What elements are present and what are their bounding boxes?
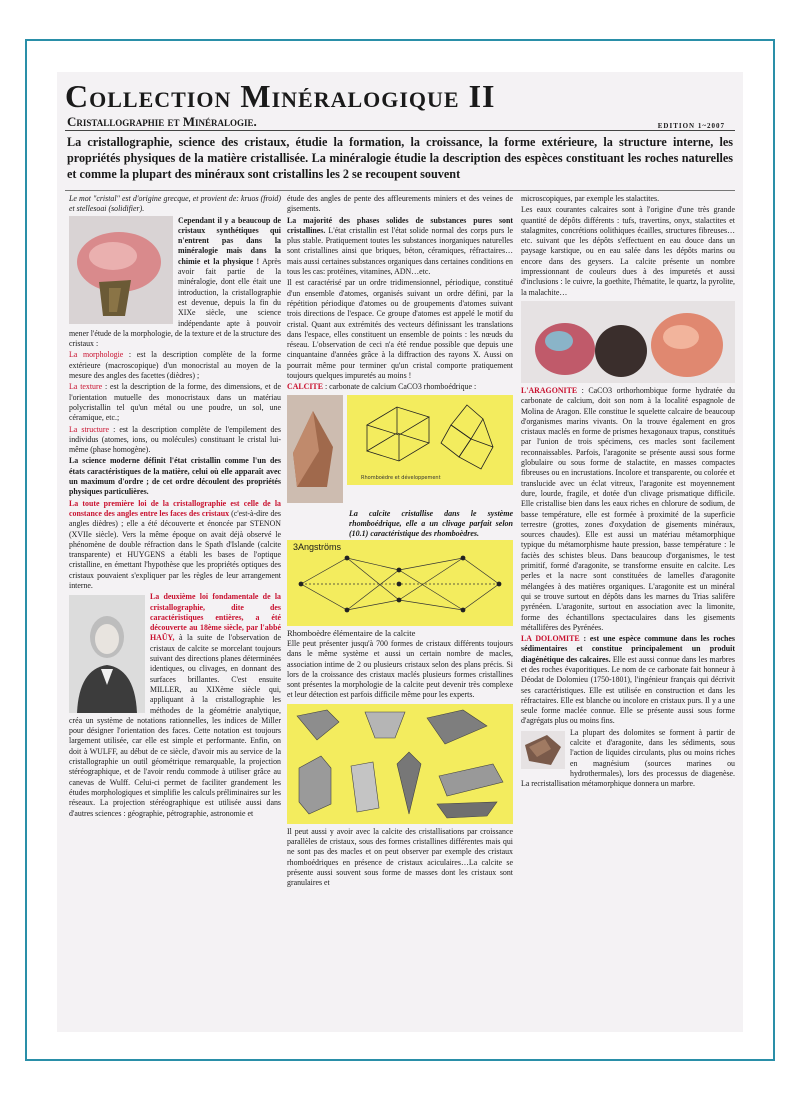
- document-page: [57, 72, 743, 1032]
- first-law-text: La toute première loi de la cristallographie est celle de la constance des angles entre les faces des cristaux: [69, 498, 281, 518]
- edition-label: EDITION 1~2007: [657, 122, 725, 130]
- diagram-note: Rhomboèdre et développement: [361, 474, 441, 481]
- calcite-figure: [287, 395, 513, 507]
- aragonite-label: L'ARAGONITE: [521, 385, 578, 395]
- page-title: Collection Minéralogique II: [65, 78, 496, 114]
- synthetic-note: Cependant il y a beaucoup de cristaux synthétiques qui n'entrent pas dans la minéralogie mais dans la chimie et la physique !: [178, 215, 281, 266]
- etymology-text: Le mot "cristal" est d'origine grecque, et provient de: kruos (froid) et stellesoai (solidifier).: [69, 194, 281, 214]
- lattice-diagram: [287, 540, 513, 626]
- second-law-text: La deuxième loi fondamentale de la cristallographie, dite des caractéristiques entières, a été découverte au 18ème siècle, par l'abbé HAÜY,: [150, 592, 281, 643]
- mineral-photo-pink: [69, 216, 173, 324]
- portrait-hauy: [69, 595, 145, 713]
- calcite-caption: La calcite cristallise dans le système rhomboédrique, elle a un clivage parfait selon (10.1) caractéristique des rhomboèdres.: [349, 508, 513, 538]
- dolomite-label: LA DOLOMITE: [521, 634, 580, 644]
- column-3: microscopiques, par exemple les stalactites. Les eaux courantes calcaires sont à l'origine d'une très grande quantité de dépôts différents : tufs, travertins, onyx, stalactites et stalagmites, concrétions oolithiques écailles, structures fibreuses…etc. suivant que les dépôts s'effectuent en eau douce dans un paysage karstique, ou en eau salée dans les dépôts marins ou encore dans des geysers. La calcite présente un nombre impressionnant de couleurs dues à des impuretés et aussi d'inclusions : le cuivre, la goethite, l'hématite, le quartz, la pyrolite, la malachite… L'ARAGONITE : CaCO3 orthorhombique forme hydratée du carbonate de calcium, doit son nom à la localité espagnole de Molina de Aragon. Elle constitue le squelette calcaire de beaucoup d'organismes marins vivants. On la trouve également en gros cristaux maclés en forme de prismes hexagonaux trapus, constitués par l'union de trois spécimens, ces macles sont facilement reconnaissables. Parfois, l'aragonite se présente aussi sous forme globulaire ou sous forme de stalactite, en masses compactes fibreuses ou en incrustations. Incolore et transparente, ou colorée et translucide avec un éclat vitreux, l'aragonite est moyennement dure, lourde, fragile, et dotée d'un clivage prismatique difficile. Elle cristallise bien dans les eaux riches en chlorure de sodium, de basse température, elle est formée à proximité de la superficie terrestre (grottes, zones d'oxydation de gisements minéraux, sources chaudes). Elle est aussi un matériau métamorphique typique du métamorphisme haute pression, basse température : le faciès des schistes bleus. Dans beaucoup d'organismes, le test primitif, formé d'aragonite, se transforme ensuite en calcite. Les perles et la nacre sont constituées de lamelles d'aragonite mélangées à des matières organiques. L'aragonite est un minéral qui se trouve surtout en dépôts dans les marnes du Trias salifère pyrénéen. L'aragonite, surtout en association avec la limonite, forme des échantillons spectaculaires dans les gisements métallifères des Pyrénées. LA DOLOMITE : est une espèce commune dans les roches sédimentaires et constitue principalement un produit diagénétique des calcaires. Elle est aussi connue dans les marbres et des roches évaporitiques. Le nom de ce carbonate fait honneur à Déodat de Dolomieu (1750-1801), l'ingénieur français qui décrivit ses caractéristiques. Elle est utilisée en construction et dans les réfractaires. Elle est blanche ou incolore en cristaux purs. Il y a une seule forme maclée connue. Elle se présente aussi sous forme d'agrégats plus ou moins fins. La plupart des dolomites se forment à partir de calcite et d'aragonite, dans les sédiments, sous l'action de liquides circulants, plus ou moins riches en magnésium (sources marines ou hydrothermales), lors des processus de diagenèse. La recristallisation métamorphique donnera un marbre.: [521, 194, 735, 789]
- dolomite-photo: [521, 731, 565, 769]
- modern-science-text: La science moderne définit l'état cristallin comme l'un des états caractéristiques de la matière, celui où elle apparaît avec un maximum d'ordre ; de cet ordre découlent des propriétés physiques particulières.: [69, 456, 281, 497]
- pure-substances-text: La majorité des phases solides de substances pures sont cristallines.: [287, 215, 513, 235]
- rhombohedron-caption: Rhomboèdre élémentaire de la calcite: [287, 627, 416, 638]
- calcite-label: CALCITE: [287, 382, 323, 392]
- column-1: Le mot "cristal" est d'origine grecque, et provient de: kruos (froid) et stellesoai (solidifier). Cependant il y a beaucoup de cristaux synthétiques qui n'entrent pas dans la minéralogie mais dans la chimie et la physique ! Après avoir fait partie de la minéralogie, dont elle était une introduction, la cristallographie est devenue, depuis la fin du XIXe siècle, une science indépendante apte à pouvoir mener l'étude de la morphologie, de la texture et de la structure des cristaux : La morphologie : est la description complète de la forme extérieure (macroscopique) d'un monocristal au moyen de la mesure des angles des facettes (dièdres) ; La texture : est la description de la forme, des dimensions, et de l'orientation mutuelle des monocristaux dans un matériau polycristallin tel qu'un métal ou une poudre, un sol, une céramique, etc.; La structure : est la description complète de l'empilement des individus (atomes, ions, ou molécules) constituant le cristal lui-même (phase homogène). La science moderne définit l'état cristallin comme l'un des états caractéristiques de la matière, celui où elle apparaît avec un maximum d'ordre ; de cet ordre découlent des propriétés physiques particulières. La toute première loi de la cristallographie est celle de la constance des angles entre les faces des cristaux (c'est-à-dire des angles dièdres) ; elle a été découverte et énoncée par STENON (XVIIe siècle). Vers la même époque on avait déjà observé le phénomène de double réfraction dans le Spath d'Islande (calcite transparente) et HUYGENS a établi les bases de l'optique cristalline, en émettant l'hypothèse que les propriétés optiques des cristaux pouvaient s'expliquer par les règles de leur arrangement interne. La deuxième loi fondamentale de la cristallographie, dite des caractéristiques entières, a été découverte au 18ème siècle, par l'abbé HAÜY, à la suite de l'observation de cristaux de calcite se morcelant toujours suivant des directions planes déterminées identiques, ou clivages, en donnant des surfaces brillantes. C'est ensuite MILLER, au XIXème siècle qui, appliquant à la cristallographie les méthodes de la géométrie analytique, créa un système de notations rationnelles, les indices de Miller pour désigner l'orientation des faces. Cette notation est toujours largement utilisée, car elle est simple et performante. Enfin, on doit à WULFF, au début de ce siècle, d'avoir mis au service de la cristallographie un outil géométrique remarquable, la projection stéréographique, et de l'avoir rendu commode à utiliser grâce au canevas de Wulff. Celui-ci permet de faciliter grandement les études morphologiques et simplifie les calculs préliminaires sur les réseaux. La projection stéréographique est utilisée aussi dans d'autres sciences : géographie, pétrographie, astronomie et: [69, 194, 281, 818]
- column-2: étude des angles de pente des affleurements miniers et des veines de gisements. La majorité des phases solides de substances pures sont cristallines. L'état cristallin est l'état solide normal des corps purs le plus stable. Pratiquement toutes les substances inorganiques naturelles sont cristallines ainsi que briques, béton, céramiques, réfractaires…mais aussi certaines substances organiques dans certaines conditions en tous les cas: protéines, vitamines, ADN…etc. Il est caractérisé par un ordre tridimensionnel, périodique, constitué d'un ensemble d'atomes, organisés suivant un ordre défini, par la répétition périodique d'atomes ou de groupements d'atomes suivant trois directions de l'espace. Ce groupe d'atomes est appelé le motif du cristal. Quant aux extrémités des vecteurs définissant les translations dans l'espace, elles constituent un ensemble de points : les nœuds du réseau. L'observation de ceci n'a été rendue possible que depuis une cinquantaine d'années grâce à la diffraction des rayons X. Aussi on pourrait même pour terminer qu'un cristal comporte pratiquement toujours quelques impuretés au moins ! CALCITE : carbonate de calcium CaCO3 rhomboédrique : Rhomboèdre et développement La calcite cristallise dans le système rhomboédrique, elle a un clivage parfait selon (10.1) caractéristique des rhomboèdres. 3Angströms Rhomboèdre élémentaire de la calcite Elle peut présenter jusqu'à 700 formes de cristaux différents toujours dans le même système et aussi un certain nombre de macles, association intime de 2 ou plusieurs cristaux selon des plans précis. Si lors de la croissance des cristaux maclés plusieurs formes cristallines sont présentes la morphologie de la calcite peut devenir très complexe et leur détection est parfois difficile même pour les experts. Il peut aussi y avoir avec la calcite des cristallisations par croissance parallèles de cristaux, sous des formes cristallines différentes mais qui ne sont pas des macles et on peut observer par exemple des cristaux rhomboédriques en présence de cristaux aciculaires…La calcite se présente aussi souvent sous forme de masses dont les cristaux sont granulaires et: [287, 194, 513, 888]
- mineral-photo-group: [521, 301, 735, 383]
- angstrom-label: 3Angströms: [293, 541, 342, 552]
- morphologie-label: La morphologie: [69, 350, 124, 360]
- crystal-forms-diagram: [287, 704, 513, 824]
- rhombohedron-diagram: [347, 395, 513, 485]
- intro-rule: [65, 190, 735, 191]
- texture-label: La texture: [69, 382, 103, 392]
- intro-paragraph: La cristallographie, science des cristaux, étudie la formation, la croissance, la forme extérieure, la structure interne, les propriétés physiques de la matière cristallisée. La minéralogie étudie la description des espèces constituant les roches naturelles et comme la plupart des minéraux sont cristallins les 2 se recoupent souvent: [67, 135, 733, 181]
- calcite-photo: [287, 395, 343, 503]
- page-subtitle: Cristallographie et Minéralogie.: [67, 114, 257, 129]
- header-rule: [65, 130, 735, 131]
- structure-label: La structure: [69, 424, 109, 434]
